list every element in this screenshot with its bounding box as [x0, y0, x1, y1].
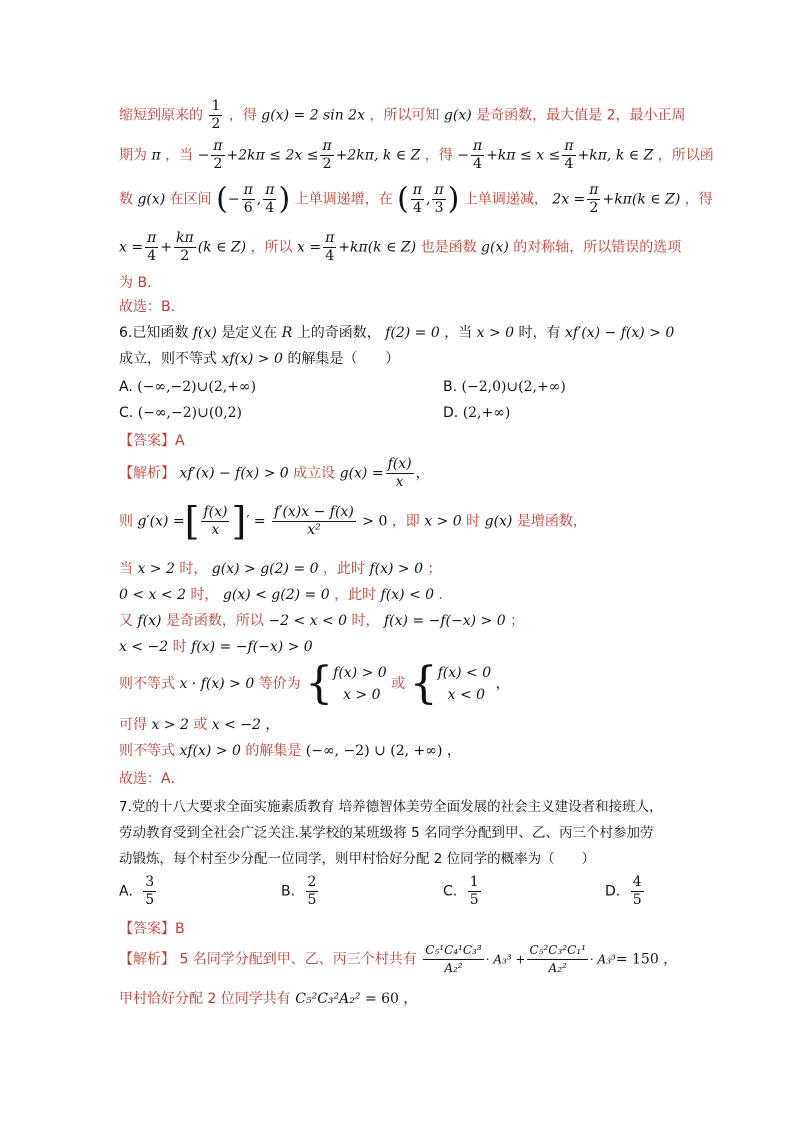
- text: 是增函数，: [516, 513, 587, 530]
- math: −: [197, 147, 210, 164]
- q7-option-d: D. $\frac{4}{5}$: [605, 874, 642, 908]
- text: 成立设: [293, 465, 336, 482]
- math: xf′(x) − f(x) > 0: [565, 325, 675, 341]
- math: +kπ, k ∈ Z: [577, 147, 654, 164]
- text: 的解集是（ ）: [287, 351, 400, 367]
- math: +2kπ, k ∈ Z: [335, 147, 421, 164]
- text: 又: [119, 613, 133, 629]
- text: ，即: [391, 513, 420, 530]
- q6-option-d: D. (2,+∞): [443, 405, 511, 421]
- math: x =: [297, 239, 322, 256]
- analysis-tag: 【解析】: [119, 951, 175, 968]
- fraction: $\frac{f(x)}{x}$: [203, 504, 228, 538]
- math: x =: [119, 239, 144, 256]
- text: 时，有: [518, 325, 561, 341]
- q6-analysis-line-3: [119, 560, 689, 578]
- text: 可得: [119, 717, 147, 733]
- q7-analysis-line-1: 【解析】 5 名同学分配到甲、乙、丙三个村共有 $\frac{\text{C₅¹C₄¹C₃³}}{\text{A₂²}}$ · A₃³ + $\frac{\text{C₅²C₃²C₁¹}}{\text{A₂²}}$ · A₃³= 150 ，: [119, 943, 678, 975]
- math: −: [457, 147, 469, 164]
- text: 上单调递减，: [463, 191, 548, 208]
- text: ，此时: [323, 561, 365, 577]
- math: f(2) = 0: [385, 325, 440, 341]
- fraction-one-half: $\frac{1}{2}$: [211, 98, 221, 132]
- math: xf(x) > 0: [179, 743, 241, 759]
- math: f(x) > 0: [369, 561, 423, 577]
- document-page: [119, 98, 714, 1008]
- text: ．: [438, 587, 453, 603]
- text: 数: [119, 191, 133, 208]
- intro-line-3: 数 g(x) 在区间 (− $\frac{\pi}{6}$ , $\frac{\pi}{4}$ ) 上单调递增，在 ( $\frac{\pi}{4}$ , $\frac{\pi}{3}$ ) 上单调递减， 2x = $\frac{\pi}{2}$ +kπ(k ∈ Z) ，得: [119, 181, 713, 217]
- fraction: $\frac{\pi}{2}$: [213, 138, 223, 172]
- text: 或: [391, 676, 406, 692]
- text: 的解集是: [245, 743, 302, 759]
- q6-analysis-line-1: 【解析】 xf′(x) − f(x) > 0 成立设 g(x) = $\frac{f(x)}{x}$ ，: [119, 456, 430, 490]
- bracket: ]: [231, 499, 247, 544]
- math: −2 < x < 0: [268, 613, 348, 629]
- q6-stem-line-2: [119, 350, 689, 368]
- math: f(x): [192, 325, 217, 341]
- q7-analysis-line-2: 甲村恰好分配 2 位同学共有 C₅²C₃²A₂² = 60 ，: [119, 991, 418, 1007]
- math: f(x) = −f(−x) > 0: [383, 613, 506, 629]
- text: 在区间: [169, 191, 212, 208]
- text: ；: [427, 561, 442, 577]
- text: ，得: [684, 191, 713, 208]
- text: 的对称轴，所以错误的选项: [513, 239, 682, 256]
- math: (−∞, −2) ∪ (2, +∞): [305, 743, 443, 759]
- math: +kπ(k ∈ Z): [602, 191, 681, 208]
- system: f(x) < 0 x < 0: [437, 665, 492, 703]
- brace: {: [409, 658, 438, 709]
- bracket: ): [278, 181, 291, 217]
- math: 0 < x < 2: [119, 587, 186, 603]
- text: 当: [119, 561, 133, 577]
- text: ，所以函: [657, 147, 714, 164]
- fraction: $\frac{\pi}{2}$: [322, 138, 332, 172]
- text: 5 名同学分配到甲、乙、丙三个村共有: [179, 951, 417, 968]
- math: R: [281, 325, 293, 341]
- q7-option-a: A. $\frac{3}{5}$: [119, 874, 155, 908]
- math: g(x): [443, 107, 472, 124]
- intro-line-2: [119, 138, 714, 176]
- fraction: $\frac{\pi}{6}$: [243, 182, 253, 216]
- math: g(x) = 2 sin 2x: [261, 107, 365, 124]
- q6-stem-line-1: [119, 324, 689, 342]
- text: 上的奇函数，: [296, 325, 381, 341]
- bracket: (: [216, 181, 228, 217]
- math: x < −2: [211, 717, 261, 733]
- text: 或: [193, 717, 208, 733]
- fraction: $\frac{\pi}{4}$: [412, 182, 422, 216]
- math: x < −2: [119, 639, 169, 655]
- q6-analysis-line-9: [119, 742, 689, 760]
- q6-answer: 【答案】A: [119, 433, 185, 449]
- bracket: (: [397, 181, 409, 217]
- intro-line-4: x = $\frac{\pi}{4}$ + $\frac{k\pi}{2}$ (k ∈ Z) ，所以 x = $\frac{\pi}{4}$ +kπ(k ∈ Z) 也是函数 g(x) 的对称轴，所以错误的选项: [119, 230, 682, 264]
- text: ，: [265, 717, 280, 733]
- text: 是奇函数，所以: [165, 613, 264, 629]
- math: g(x) =: [339, 465, 384, 482]
- q7-options-row: [119, 874, 689, 914]
- fraction: $\frac{\pi}{2}$: [589, 182, 599, 216]
- math: x > 2: [137, 561, 175, 577]
- q7-answer: 【答案】B: [119, 921, 185, 937]
- math: g(x): [481, 239, 509, 256]
- math: f(x): [137, 613, 162, 629]
- text: ，所以可知: [369, 107, 440, 124]
- q6-analysis-line-4: [119, 586, 689, 604]
- math: x > 0: [424, 513, 462, 530]
- q6-option-c: C. (−∞,−2)∪(0,2): [119, 405, 243, 421]
- choose-b: 故选：B.: [119, 299, 176, 315]
- fraction: $\frac{f(x)}{x}$: [387, 456, 412, 490]
- text: 甲村恰好分配 2 位同学共有: [119, 991, 291, 1007]
- math: 2x =: [552, 191, 586, 208]
- math: g(x): [484, 513, 513, 530]
- math: C₅²C₃²A₂²: [295, 991, 361, 1007]
- intro-line-1: [119, 98, 689, 132]
- text: ，得: [424, 147, 453, 164]
- intro-line-5: 为 B.: [119, 275, 152, 291]
- text: 则: [119, 513, 133, 530]
- fraction: $\frac{\pi}{4}$: [325, 230, 335, 264]
- text: 时，: [190, 587, 219, 603]
- choose-a: 故选：A．: [119, 771, 185, 787]
- q7-option-c: C. $\frac{1}{5}$: [443, 874, 479, 908]
- math: g(x) > g(2) = 0: [211, 561, 319, 577]
- math: +kπ(k ∈ Z): [338, 239, 417, 256]
- math: g(x): [137, 191, 166, 208]
- text: ，: [403, 991, 418, 1007]
- text: ，: [446, 743, 461, 759]
- q7-option-b: B. $\frac{2}{5}$: [281, 874, 317, 908]
- bracket: [: [184, 499, 200, 544]
- math: xf(x) > 0: [221, 351, 283, 367]
- fraction: $\frac{f'(x)x - f(x)}{\text{x²}}$: [274, 504, 354, 538]
- math: +2kπ ≤ 2x ≤: [226, 147, 319, 164]
- q7-stem-line-2: 劳动教育受到全社会广泛关注.某学校的某班级将 5 名同学分配到甲、乙、丙三个村参加劳: [119, 825, 654, 841]
- text: 则不等式: [119, 743, 175, 759]
- math: +kπ ≤ x ≤: [486, 147, 561, 164]
- text: 缩短到原来的: [119, 107, 203, 124]
- math: (k ∈ Z): [197, 239, 247, 256]
- math: x > 2: [151, 717, 189, 733]
- math: g′(x) =: [137, 513, 185, 530]
- q6-analysis-line-6: [119, 638, 689, 656]
- text: ，: [495, 676, 510, 692]
- text: 是奇函数，最大值是 2，最小正周: [476, 107, 686, 124]
- text: ，得: [228, 107, 257, 124]
- text: 时: [172, 639, 187, 655]
- q6-options-row-2: [119, 400, 689, 426]
- text: 等价为: [258, 676, 301, 692]
- text: 时，: [179, 561, 208, 577]
- fraction: $\frac{\pi}{3}$: [434, 182, 444, 216]
- math: g(x) < g(2) = 0: [222, 587, 330, 603]
- math: f(x) < 0: [380, 587, 435, 603]
- fraction: $\frac{k\pi}{2}$: [176, 230, 194, 264]
- text: 成立，则不等式: [119, 351, 217, 367]
- text: 期为: [119, 147, 147, 164]
- text: 6.已知函数: [119, 325, 189, 341]
- text: 时，: [351, 613, 380, 629]
- brace: {: [305, 658, 334, 709]
- q6-analysis-line-7: [119, 658, 689, 709]
- system: f(x) > 0 x > 0: [333, 665, 387, 703]
- text: ，: [663, 951, 678, 968]
- bracket: ): [447, 181, 460, 217]
- fraction: $\frac{\pi}{4}$: [147, 230, 157, 264]
- q6-options-row-1: [119, 374, 689, 400]
- math: f(x) = −f(−x) > 0: [191, 639, 313, 655]
- text: ，此时: [334, 587, 377, 603]
- q7-stem-line-3: 动锻炼，每个村至少分配一位同学，则甲村恰好分配 2 位同学的概率为（ ）: [119, 851, 596, 867]
- text: 时: [466, 513, 481, 530]
- q6-analysis-line-8: [119, 716, 689, 734]
- fraction: $\frac{\pi}{4}$: [265, 182, 275, 216]
- analysis-tag: 【解析】: [119, 465, 175, 482]
- q6-option-b: B. (−2,0)∪(2,+∞): [443, 379, 566, 395]
- math: xf′(x) − f(x) > 0: [179, 465, 289, 482]
- fraction: $\frac{\text{C₅²C₃²C₁¹}}{\text{A₂²}}$: [529, 943, 586, 975]
- text: 上单调递增，在: [294, 191, 393, 208]
- text: ，所以: [250, 239, 293, 256]
- math: π: [151, 147, 161, 164]
- text: 是定义在: [221, 325, 278, 341]
- q6-analysis-line-5: [119, 612, 689, 630]
- fraction: $\frac{\text{C₅¹C₄¹C₃³}}{\text{A₂²}}$: [425, 943, 482, 975]
- q6-analysis-line-2: 则 g′(x) =[ $\frac{f(x)}{x}$ ]′ = $\frac{f'(x)x - f(x)}{\text{x²}}$ > 0 ，即 x > 0 时 g(x) 是增函数，: [119, 499, 587, 544]
- fraction: $\frac{\pi}{4}$: [564, 138, 574, 172]
- text: 则不等式: [119, 676, 175, 692]
- q7-stem-line-1: 7.党的十八大要求全面实施素质教育 培养德智体美劳全面发展的社会主义建设者和接班人，: [119, 799, 663, 815]
- text: ，当: [165, 147, 194, 164]
- q6-option-a: A. (−∞,−2)∪(2,+∞): [119, 379, 257, 395]
- text: 也是函数: [420, 239, 477, 256]
- text: ；: [510, 613, 525, 629]
- fraction: $\frac{\pi}{4}$: [472, 138, 483, 172]
- math: x > 0: [476, 325, 515, 341]
- math: x · f(x) > 0: [179, 676, 255, 692]
- text: ，当: [444, 325, 473, 341]
